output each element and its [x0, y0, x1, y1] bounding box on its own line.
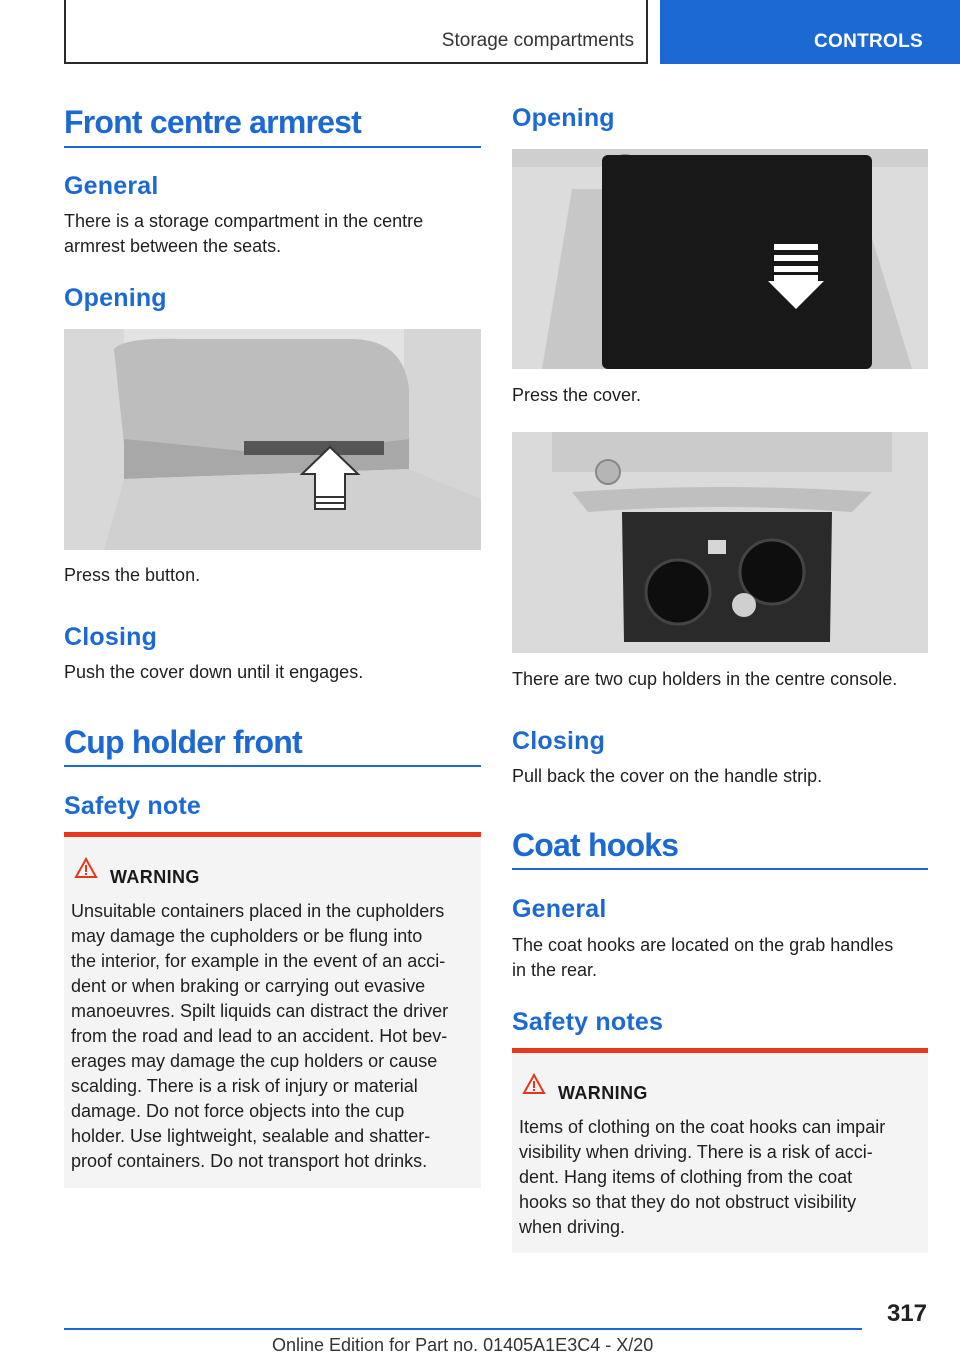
- armrest-illustration: [64, 329, 481, 550]
- cupholder-cover-illustration: [512, 149, 928, 369]
- warning-line: Unsuitable containers placed in the cupholders: [71, 901, 445, 921]
- warning-line: may damage the cupholders or be flung into: [71, 926, 423, 946]
- header-section-box: [64, 0, 648, 64]
- cover-caption: Press the cover.: [512, 385, 642, 405]
- coat-general-line-2: in the rear.: [512, 960, 598, 980]
- warning-line: visibility when driving. There is a risk of acci-: [519, 1142, 873, 1162]
- section-title: Storage compartments: [441, 30, 634, 51]
- footer-edition: Online Edition for Part no. 01405A1E3C4 - X/20: [272, 1335, 654, 1355]
- general-text-line-2: armrest between the seats.: [64, 236, 282, 256]
- warning-line: dent. Hang items of clothing from the coat: [519, 1167, 853, 1187]
- section-title-coat-hooks: Coat hooks: [512, 827, 679, 863]
- heading-safety-note: Safety note: [64, 792, 201, 820]
- coat-title-rule: [512, 868, 928, 870]
- warning-line: manoeuvres. Spilt liquids can distract the driver: [71, 1001, 449, 1021]
- cup-holders-illustration: [512, 432, 928, 653]
- heading-closing-cupholder: Closing: [512, 727, 606, 755]
- warning-line: when driving.: [519, 1217, 626, 1237]
- footer-rule: [64, 1328, 862, 1330]
- warning-line: Items of clothing on the coat hooks can impair: [519, 1117, 886, 1137]
- cup-title-rule: [64, 765, 481, 767]
- page-number: 317: [886, 1300, 927, 1327]
- warning-line: scalding. There is a risk of injury or material: [71, 1076, 418, 1096]
- page-title-front-centre-armrest: Front centre armrest: [64, 104, 361, 140]
- coat-general-line-1: The coat hooks are located on the grab handles: [512, 935, 894, 955]
- warning-line: damage. Do not force objects into the cup: [71, 1101, 405, 1121]
- warning-line: proof containers. Do not transport hot drinks.: [71, 1151, 428, 1171]
- section-title-cup-holder-front: Cup holder front: [64, 724, 302, 760]
- warning-box-cupholder: [64, 832, 481, 1188]
- warning-label: WARNING: [558, 1083, 648, 1103]
- heading-general: General: [64, 172, 159, 200]
- warning-line: dent or when braking or carrying out evasive: [71, 976, 426, 996]
- warning-box-coat-hooks: [512, 1048, 928, 1253]
- opening-caption: Press the button.: [64, 565, 201, 585]
- heading-opening-cupholder: Opening: [512, 104, 615, 132]
- warning-triangle-icon: [522, 1073, 546, 1095]
- warning-line: erages may damage the cup holders or cause: [71, 1051, 438, 1071]
- heading-general-coat: General: [512, 895, 607, 923]
- warning-line: holder. Use lightweight, sealable and shatter-: [71, 1126, 431, 1146]
- general-text-line-1: There is a storage compartment in the centre: [64, 211, 424, 231]
- warning-line: from the road and lead to an accident. Hot bev-: [71, 1026, 448, 1046]
- cup-holders-caption: There are two cup holders in the centre console.: [512, 669, 898, 689]
- warning-text: [71, 899, 477, 1174]
- warning-label: WARNING: [110, 867, 200, 887]
- heading-safety-notes: Safety notes: [512, 1008, 664, 1036]
- warning-triangle-icon: [74, 857, 98, 879]
- warning-text: [519, 1115, 924, 1240]
- closing-cupholder-text: Pull back the cover on the handle strip.: [512, 766, 823, 786]
- title-rule: [64, 146, 481, 148]
- warning-line: hooks so that they do not obstruct visibility: [519, 1192, 857, 1212]
- chapter-label: CONTROLS: [814, 31, 924, 52]
- heading-opening: Opening: [64, 284, 167, 312]
- closing-text: Push the cover down until it engages.: [64, 662, 364, 682]
- warning-line: the interior, for example in the event of an acci-: [71, 951, 446, 971]
- heading-closing: Closing: [64, 623, 158, 651]
